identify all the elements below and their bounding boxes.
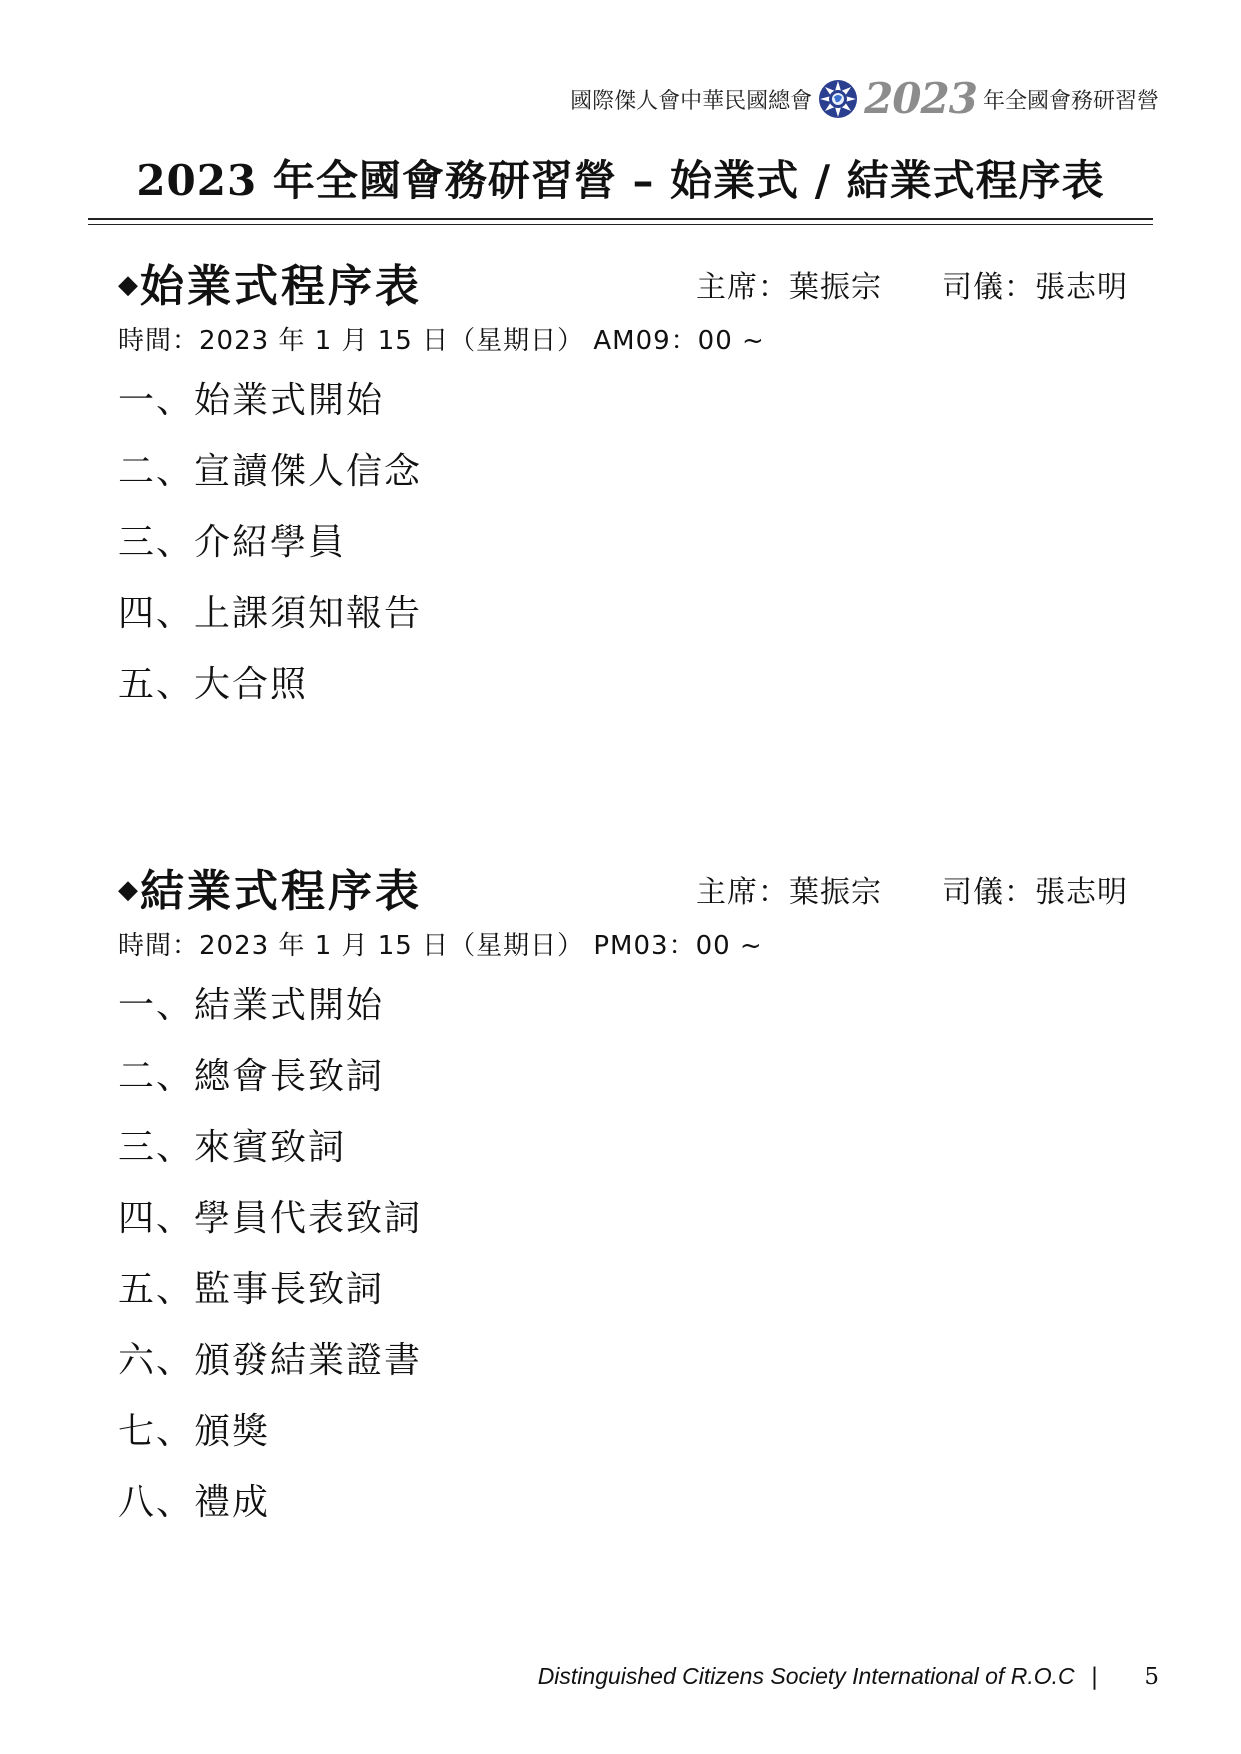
opening-roles: [696, 262, 1128, 306]
closing-section-header: [118, 855, 1128, 915]
title-rule-bottom: [88, 224, 1153, 225]
list-item: 三、來賓致詞: [118, 1127, 347, 1168]
header-event: 年全國會務研習營: [982, 88, 1159, 114]
page-title: 2023 年全國會務研習營 – 始業式 / 結業式程序表: [136, 156, 1105, 205]
diamond-bullet-icon: ◆: [118, 875, 138, 905]
list-item: 四、學員代表致詞: [118, 1198, 423, 1239]
list-item: 三、介紹學員: [118, 522, 347, 563]
diamond-bullet-icon: ◆: [118, 270, 138, 300]
list-item: 四、上課須知報告: [118, 593, 423, 634]
opening-agenda: [118, 379, 422, 734]
list-item: 七、頒獎: [118, 1411, 271, 1452]
running-header: [570, 74, 1159, 123]
closing-heading: 結業式程序表: [140, 866, 422, 917]
opening-emcee: 司儀：張志明: [942, 270, 1128, 305]
list-item: 二、宣讀傑人信念: [118, 451, 423, 492]
page-footer: [538, 1663, 1159, 1690]
list-item: 八、禮成: [118, 1482, 271, 1523]
list-item: 六、頒發結業證書: [118, 1340, 423, 1381]
list-item: 一、始業式開始: [118, 380, 385, 421]
list-item: 一、結業式開始: [118, 985, 385, 1026]
closing-chair: 主席：葉振宗: [696, 875, 882, 910]
closing-roles: [696, 867, 1128, 911]
dcsi-logo-icon: [818, 79, 858, 119]
closing-agenda: [118, 984, 422, 1552]
list-item: 二、總會長致詞: [118, 1056, 385, 1097]
title-rule-top: [88, 218, 1153, 220]
opening-time: 時間：2023 年 1 月 15 日（星期日） AM09：00 ~: [118, 326, 765, 356]
opening-chair: 主席：葉振宗: [696, 270, 882, 305]
header-year: 2023: [864, 74, 977, 123]
closing-time: 時間：2023 年 1 月 15 日（星期日） PM03：00 ~: [118, 931, 763, 961]
footer-separator: |: [1090, 1664, 1099, 1690]
list-item: 五、大合照: [118, 664, 309, 705]
list-item: 五、監事長致詞: [118, 1269, 385, 1310]
opening-heading: 始業式程序表: [140, 261, 422, 312]
closing-emcee: 司儀：張志明: [942, 875, 1128, 910]
opening-section-header: [118, 250, 1128, 310]
org-name: 國際傑人會中華民國總會: [570, 88, 813, 114]
footer-org: Distinguished Citizens Society International of R.O.C: [537, 1663, 1075, 1689]
page-number: 5: [1144, 1664, 1159, 1690]
